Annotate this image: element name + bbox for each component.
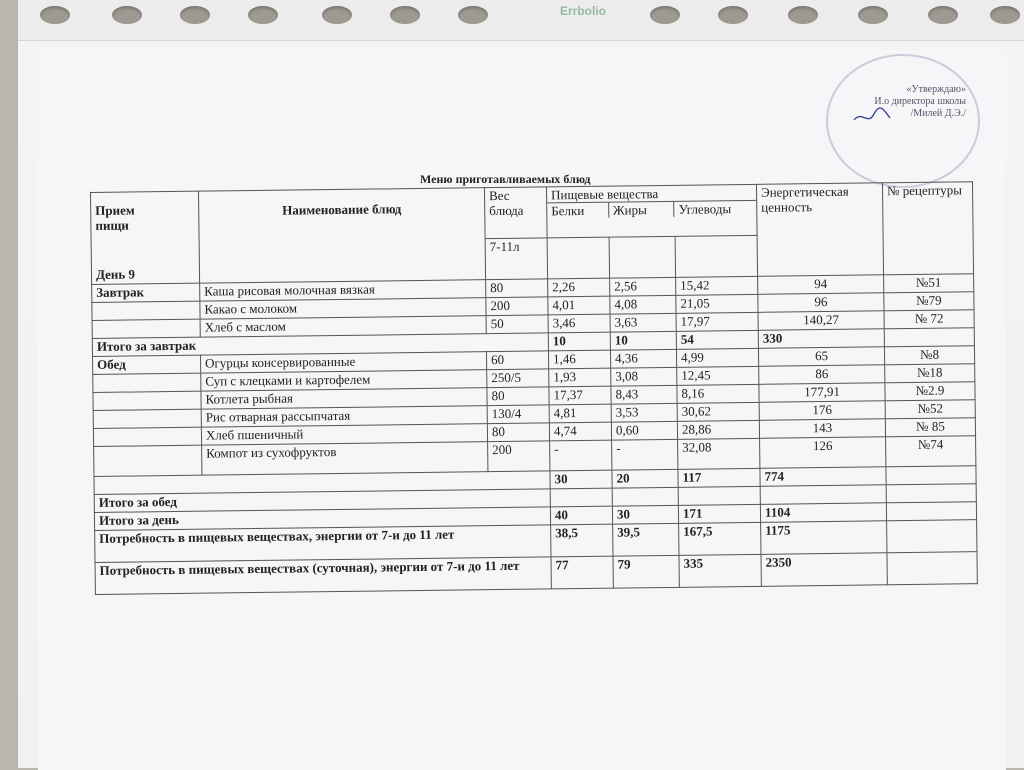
breakfast-total-label: Итого за завтрак — [92, 333, 548, 357]
binding-hole — [718, 6, 748, 24]
binding-hole — [322, 6, 352, 24]
day-label: День 9 — [95, 266, 136, 282]
recipe-header: № рецептуры — [882, 182, 973, 275]
table-row: Обед Огурцы консервированные 60 1,46 4,36 4,99 65 №8 — [93, 346, 975, 375]
total-row: Итого за день 40 30 171 1104 — [94, 502, 976, 531]
signature-icon — [852, 106, 892, 126]
binding-hole — [458, 6, 488, 24]
binding-hole — [112, 6, 142, 24]
approval-line: «Утверждаю» — [906, 84, 966, 95]
binding-hole — [180, 6, 210, 24]
table-row: Хлеб с маслом 50 3,46 3,63 17,97 140,27 № 72 — [92, 310, 974, 339]
binding-hole — [248, 6, 278, 24]
day-total-label: Итого за день — [94, 507, 550, 531]
table-row: Котлета рыбная 80 17,37 8,43 8,16 177,91 №2.9 — [93, 382, 975, 411]
meal-label: Обед — [93, 355, 201, 374]
age-header: 7-11л — [485, 238, 547, 280]
need-daily-row: Потребность в пищевых веществах (суточная), энергии от 7-и до 11 лет 77 79 335 2350 — [95, 552, 977, 595]
energy-header: Энергетическая ценность — [756, 183, 883, 277]
nutrients-header: Пищевые вещества Белки Жиры Углеводы — [546, 184, 757, 238]
binding-hole — [650, 6, 680, 24]
binding-hole — [40, 6, 70, 24]
table-row: Рис отварная рассыпчатая 130/4 4,81 3,53 30,62 176 №52 — [93, 400, 975, 429]
approval-line: /Милей Д.Э./ — [910, 108, 966, 119]
meal-label: Завтрак — [92, 283, 200, 302]
binding-hole — [990, 6, 1020, 24]
document-title: Меню приготавливаемых блюд — [420, 172, 591, 186]
dish-header: Наименование блюд — [198, 188, 485, 283]
round-stamp — [826, 54, 980, 188]
table-row: Какао с молоком 200 4,01 4,08 21,05 96 №79 — [92, 292, 974, 321]
carbs-header: Углеводы — [678, 201, 732, 217]
total-values-row: 30 20 117 774 — [94, 466, 976, 495]
binding-hole — [928, 6, 958, 24]
need-label: Потребность в пищевых веществах, энергии от 7-и до 11 лет — [95, 525, 551, 563]
need-row: Потребность в пищевых веществах, энергии от 7-и до 11 лет 38,5 39,5 167,5 1175 — [95, 520, 977, 563]
weight-header: Вес блюда — [484, 187, 547, 239]
approval-line: И.о директора школы — [874, 96, 966, 107]
table-header-row — [91, 182, 974, 244]
sleeve-binding-strip — [18, 0, 1024, 41]
binding-hole — [788, 6, 818, 24]
sleeve-brand: Errbolio — [560, 4, 607, 18]
binding-hole — [858, 6, 888, 24]
lunch-total-label: Итого за обед — [94, 489, 550, 513]
table-row: Суп с клецками и картофелем 250/5 1,93 3,08 12,45 86 №18 — [93, 364, 975, 393]
total-row: Итого за завтрак 10 10 54 330 — [92, 328, 974, 357]
menu-table — [90, 181, 978, 595]
binding-hole — [390, 6, 420, 24]
fats-header: Жиры — [609, 202, 675, 218]
table-row: Компот из сухофруктов 200 - - 32,08 126 №74 — [94, 436, 976, 477]
table-row: Хлеб пшеничный 80 4,74 0,60 28,86 143 № 85 — [93, 418, 975, 447]
proteins-header: Белки — [547, 203, 609, 219]
meal-header: Прием пищи День 9 — [91, 191, 200, 284]
need-daily-label: Потребность в пищевых веществах (суточная), энергии от 7-и до 11 лет — [95, 557, 551, 595]
table-row: Завтрак Каша рисовая молочная вязкая 80 2,26 2,56 15,42 94 №51 — [92, 274, 974, 303]
